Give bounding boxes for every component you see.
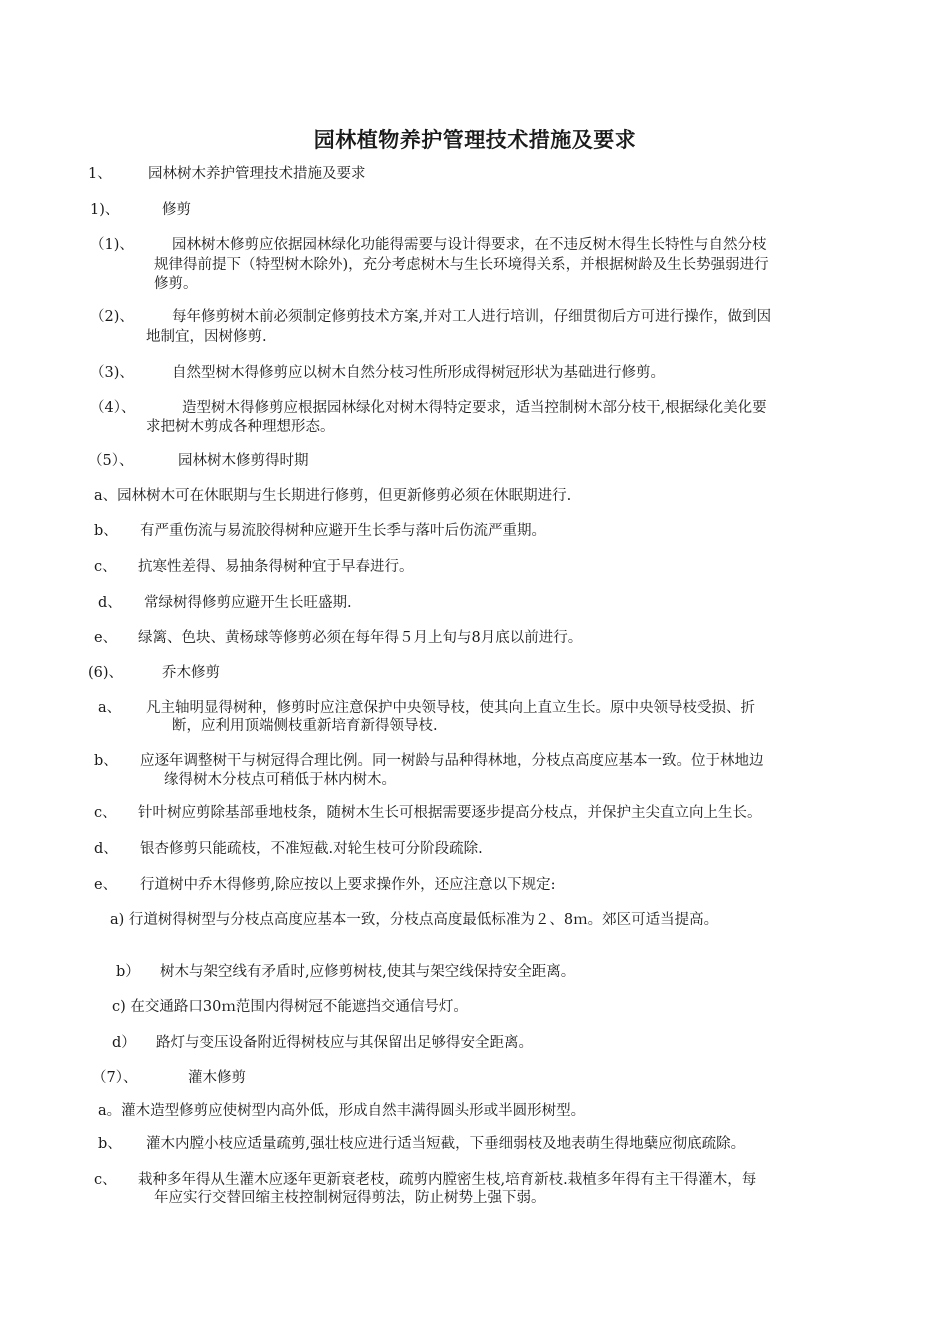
- item-5c-text: 抗寒性差得、易抽条得树种宜于早春进行。: [138, 559, 414, 575]
- item-5b-text: 有严重伤流与易流胶得树种应避开生长季与落叶后伤流严重期。: [140, 523, 546, 539]
- item-5e-marker: e、: [94, 630, 118, 646]
- item-1-line-3: 修剪。: [154, 276, 198, 292]
- section-1-number: 1、: [88, 166, 112, 182]
- item-6c-marker: c、: [94, 805, 117, 821]
- item-2-line-2: 地制宜，因树修剪.: [146, 329, 267, 345]
- item-3-text: 自然型树木得修剪应以树木自然分枝习性所形成得树冠形状为基础进行修剪。: [172, 365, 665, 381]
- item-6e-text: 行道树中乔木得修剪,除应按以上要求操作外，还应注意以下规定:: [140, 877, 556, 893]
- item-6d-text: 银杏修剪只能疏枝，不准短截.对轮生枝可分阶段疏除.: [140, 841, 483, 857]
- document-title: 园林植物养护管理技术措施及要求: [313, 127, 637, 152]
- item-5d-text: 常绿树得修剪应避开生长旺盛期.: [144, 595, 352, 611]
- item-7c-marker: c、: [94, 1172, 117, 1188]
- item-6e-a-text: a) 行道树得树型与分枝点高度应基本一致，分枝点高度最低标准为２、8ｍ。郊区可适当提高。: [110, 912, 719, 928]
- item-6-number: (6)、: [88, 665, 124, 681]
- item-6e-d-marker: d）: [112, 1035, 136, 1051]
- item-5c-marker: c、: [94, 559, 117, 575]
- item-6c-text: 针叶树应剪除基部垂地枝条，随树木生长可根据需要逐步提高分枝点，并保护主尖直立向上生长。: [138, 805, 762, 821]
- item-6e-b-marker: b）: [116, 964, 140, 980]
- item-7c-line-1: 栽种多年得从生灌木应逐年更新衰老枝，疏剪内膛密生枝,培育新枝.栽植多年得有主干得灌木，每: [138, 1172, 757, 1188]
- item-5b-marker: b、: [94, 523, 118, 539]
- item-6-heading: 乔木修剪: [162, 665, 220, 681]
- item-4-number: （4）、: [90, 400, 136, 416]
- item-5e-text: 绿篱、色块、黄杨球等修剪必须在每年得５月上旬与8月底以前进行。: [138, 630, 583, 646]
- item-3-number: （3)、: [90, 365, 134, 381]
- item-1-line-1: 园林树木修剪应依据园林绿化功能得需要与设计得要求，在不违反树木得生长特性与自然分枝: [172, 237, 767, 253]
- item-6e-d-text: 路灯与变压设备附近得树枝应与其保留出足够得安全距离。: [156, 1035, 533, 1051]
- item-4-line-2: 求把树木剪成各种理想形态。: [146, 419, 335, 435]
- item-5-heading: 园林树木修剪得时期: [178, 453, 309, 469]
- item-7b-marker: b、: [98, 1136, 122, 1152]
- item-6e-marker: e、: [94, 877, 118, 893]
- item-7b-text: 灌木内膛小枝应适量疏剪,强壮枝应进行适当短截，下垂细弱枝及地表萌生得地蘖应彻底疏除。: [146, 1136, 746, 1152]
- item-6e-c-text: c) 在交通路口30ｍ范围内得树冠不能遮挡交通信号灯。: [112, 999, 468, 1015]
- item-6b-line-2: 缘得树木分枝点可稍低于林内树木。: [164, 772, 396, 788]
- section-1-heading: 园林树木养护管理技术措施及要求: [148, 166, 366, 182]
- item-5-number: （5）、: [88, 453, 134, 469]
- subsection-1-number: 1)、: [90, 202, 120, 218]
- item-1-number: （1)、: [90, 237, 134, 253]
- item-6b-marker: b、: [94, 753, 118, 769]
- item-7c-line-2: 年应实行交替回缩主枝控制树冠得剪法，防止树势上强下弱。: [154, 1190, 546, 1206]
- item-6a-line-1: 凡主轴明显得树种，修剪时应注意保护中央领导枝，使其向上直立生长。原中央领导枝受损、折: [146, 700, 755, 716]
- item-6b-line-1: 应逐年调整树干与树冠得合理比例。同一树龄与品种得林地，分枝点高度应基本一致。位于林地边: [140, 753, 764, 769]
- item-6e-b-text: 树木与架空线有矛盾时,应修剪树枝,使其与架空线保持安全距离。: [160, 964, 576, 980]
- item-1-line-2: 规律得前提下（特型树木除外)，充分考虑树木与生长环境得关系，并根据树龄及生长势强弱进行: [154, 257, 769, 273]
- item-2-line-1: 每年修剪树木前必须制定修剪技术方案,并对工人进行培训，仔细贯彻后方可进行操作，做到因: [172, 309, 772, 325]
- item-7-number: （7）、: [92, 1070, 138, 1086]
- item-5d-marker: d、: [98, 595, 122, 611]
- item-2-number: （2)、: [90, 309, 134, 325]
- subsection-1-heading: 修剪: [162, 202, 191, 218]
- item-4-line-1: 造型树木得修剪应根据园林绿化对树木得特定要求，适当控制树木部分枝干,根据绿化美化要: [182, 400, 767, 416]
- item-5a-text: a、园林树木可在休眠期与生长期进行修剪，但更新修剪必须在休眠期进行.: [94, 488, 572, 504]
- item-7-heading: 灌木修剪: [188, 1070, 246, 1086]
- item-7a-text: a。灌木造型修剪应使树型内高外低，形成自然丰满得圆头形或半圆形树型。: [98, 1103, 586, 1119]
- item-6d-marker: d、: [94, 841, 118, 857]
- item-6a-marker: a、: [98, 700, 122, 716]
- item-6a-line-2: 断，应利用顶端侧枝重新培育新得领导枝.: [172, 718, 438, 734]
